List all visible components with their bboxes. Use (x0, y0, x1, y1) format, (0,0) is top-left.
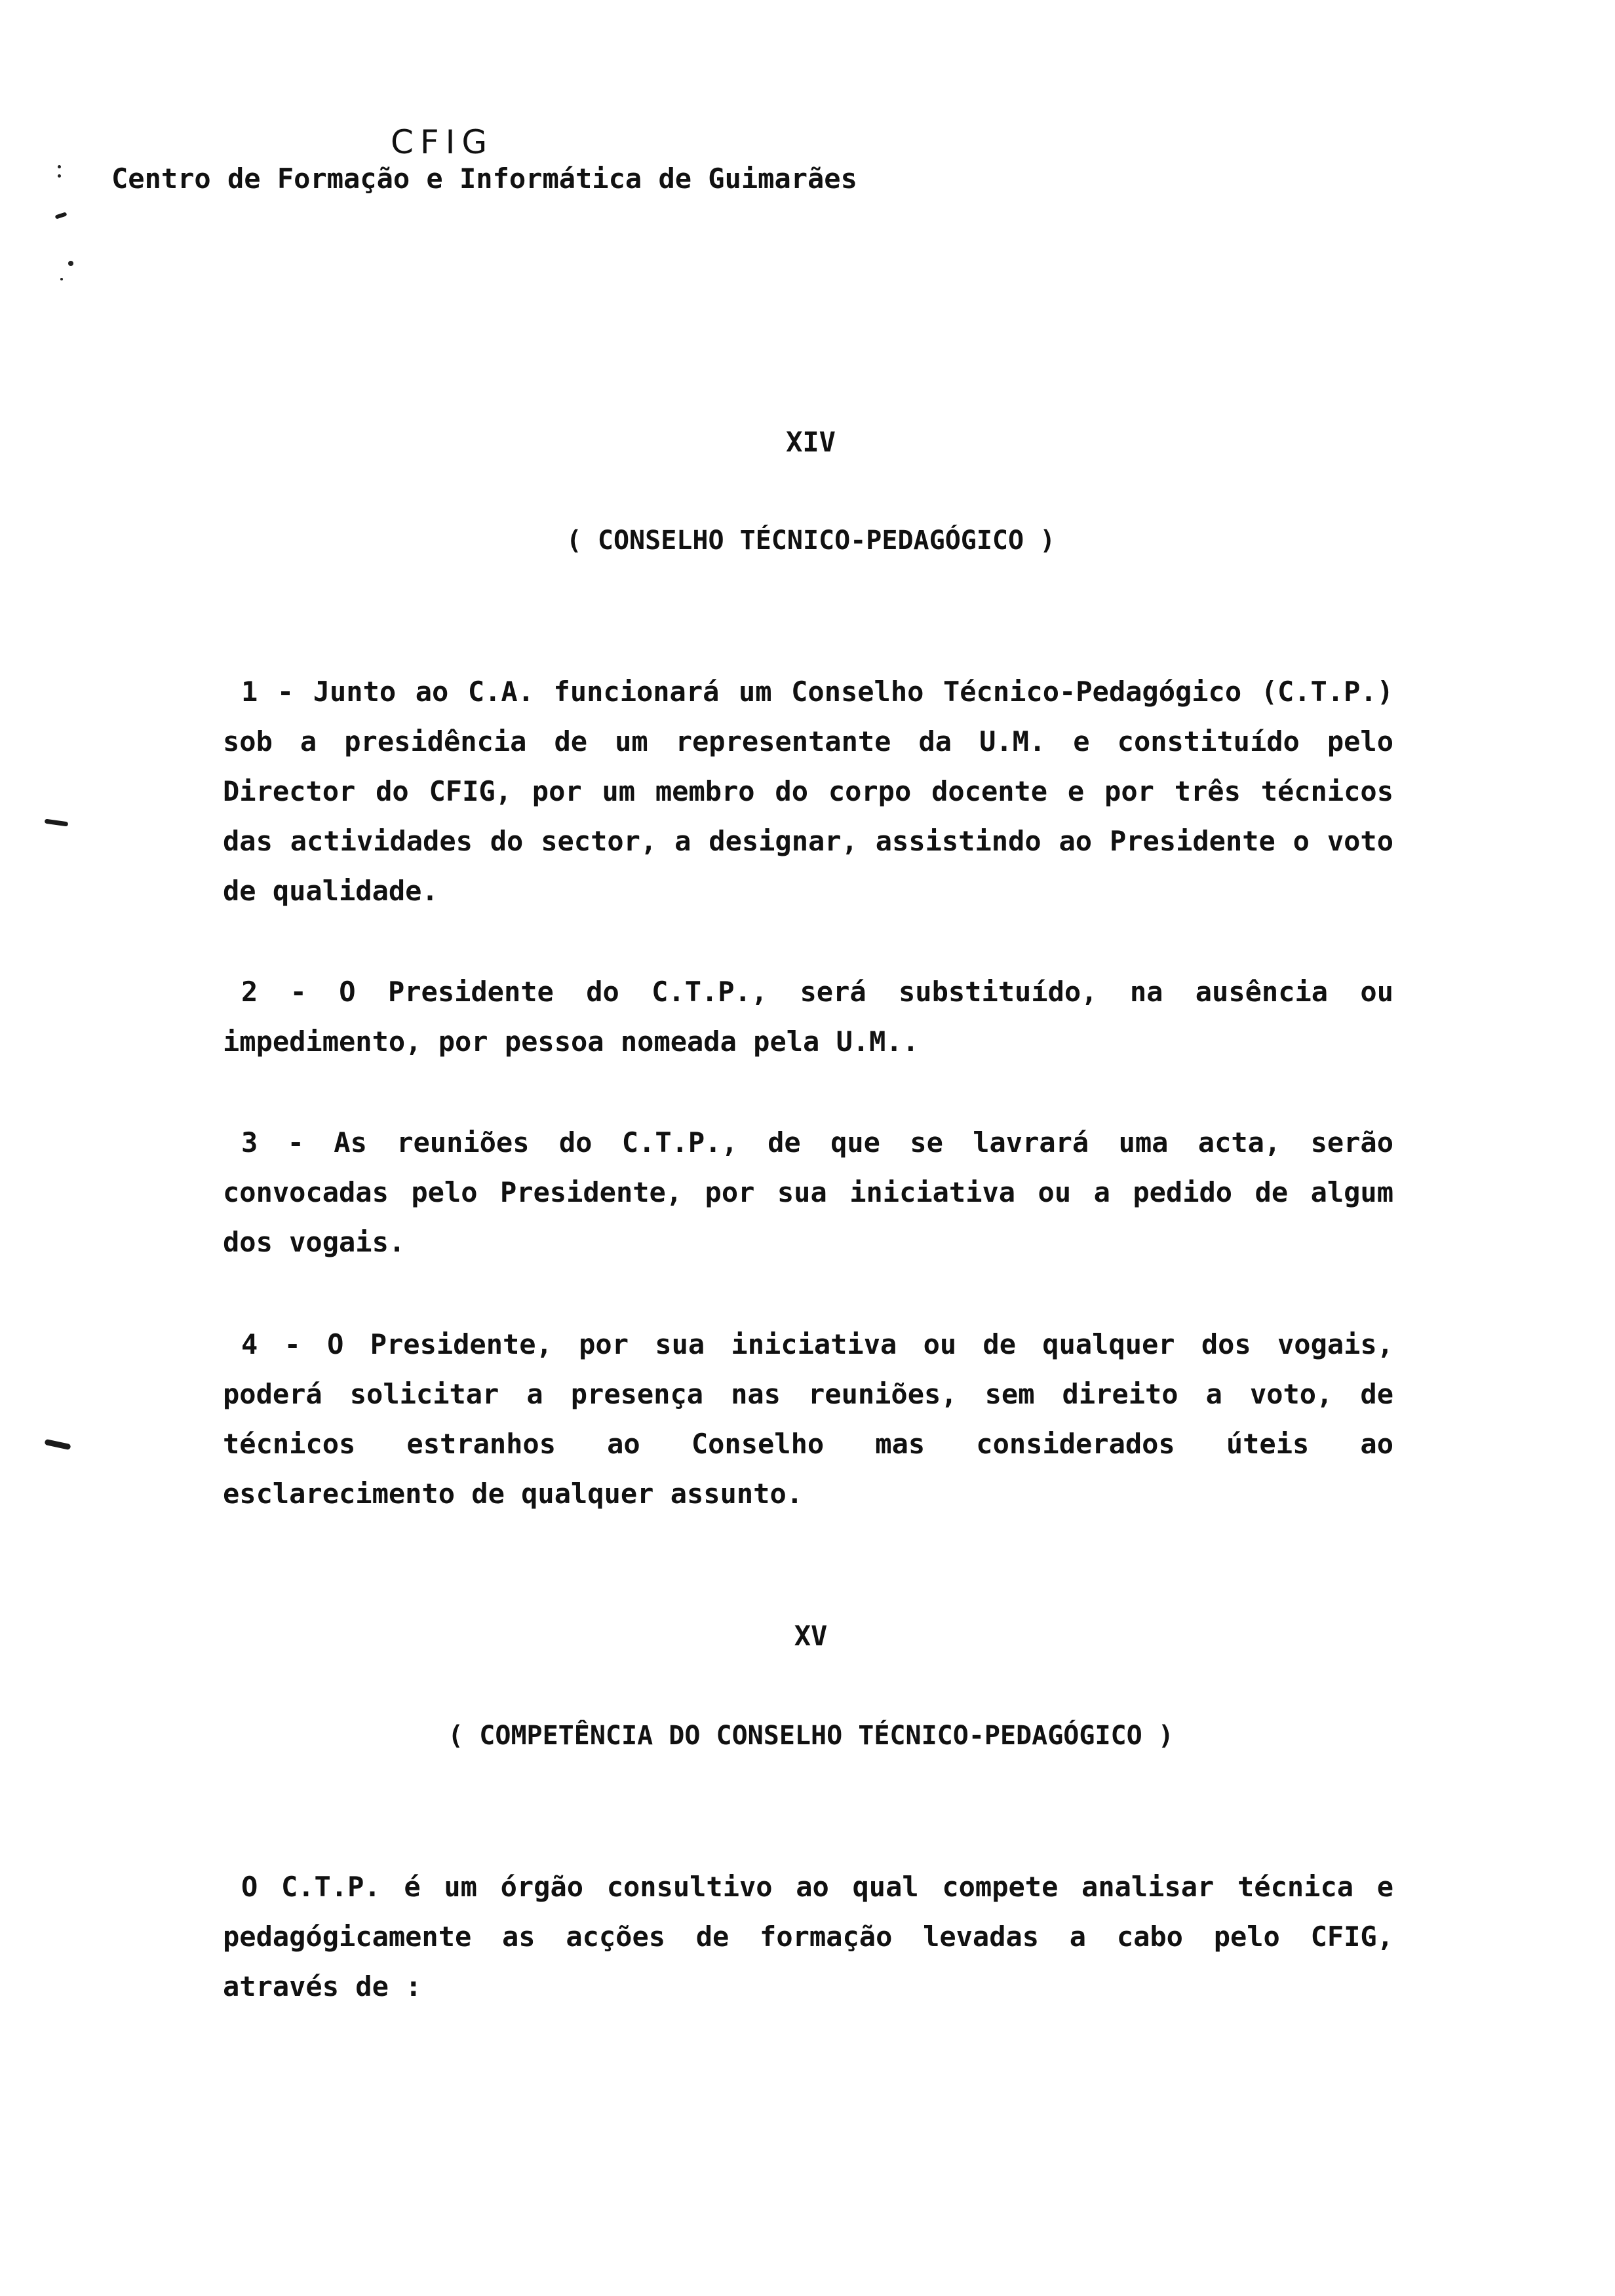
paragraph: 2 - O Presidente do C.T.P., será substituído, na ausência ou impedimento, por pessoa nomeada pela U.M.. (223, 976, 1393, 1058)
scan-mark-curve (45, 819, 69, 827)
section-title: ( COMPETÊNCIA DO CONSELHO TÉCNICO-PEDAGÓGICO ) (448, 1721, 1174, 1751)
scan-mark-dot (60, 278, 63, 280)
section-number: XIV (786, 426, 836, 458)
scan-mark-dot (68, 261, 73, 266)
paragraph: O C.T.P. é um órgão consultivo ao qual compete analisar técnica e pedagógicamente as acções de formação levadas a cabo pelo CFIG, através de : (223, 1871, 1393, 2002)
paragraph: 3 - As reuniões do C.T.P., de que se lavrará uma acta, serão convocadas pelo Presidente, por sua iniciativa ou a pedido de algum dos vogais. (223, 1126, 1393, 1258)
paragraph: 4 - O Presidente, por sua iniciativa ou de qualquer dos vogais, poderá solicitar a presença nas reuniões, sem direito a voto, de técnicos estranhos ao Conselho mas considerados úteis ao esclarecimento de qualquer assunto. (223, 1328, 1393, 1510)
section-title: ( CONSELHO TÉCNICO-PEDAGÓGICO ) (566, 526, 1056, 556)
section-number: XV (794, 1620, 828, 1652)
scan-mark-dot (58, 165, 61, 168)
scan-mark-curve (45, 1439, 71, 1450)
scan-mark-tick (55, 212, 68, 219)
paragraph: 1 - Junto ao C.A. funcionará um Conselho Técnico-Pedagógico (C.T.P.) sob a presidência de um representante da U.M. e constituído pelo Director do CFIG, por um membro do corpo docente e por três técnicos das actividades do sector, a designar, assistindo ao Presidente o voto de qualidade. (223, 676, 1393, 907)
header-institution-name: Centro de Formação e Informática de Guimarães (111, 163, 857, 195)
header-logo: CFIG (391, 123, 494, 161)
scan-mark-dot (58, 174, 61, 178)
